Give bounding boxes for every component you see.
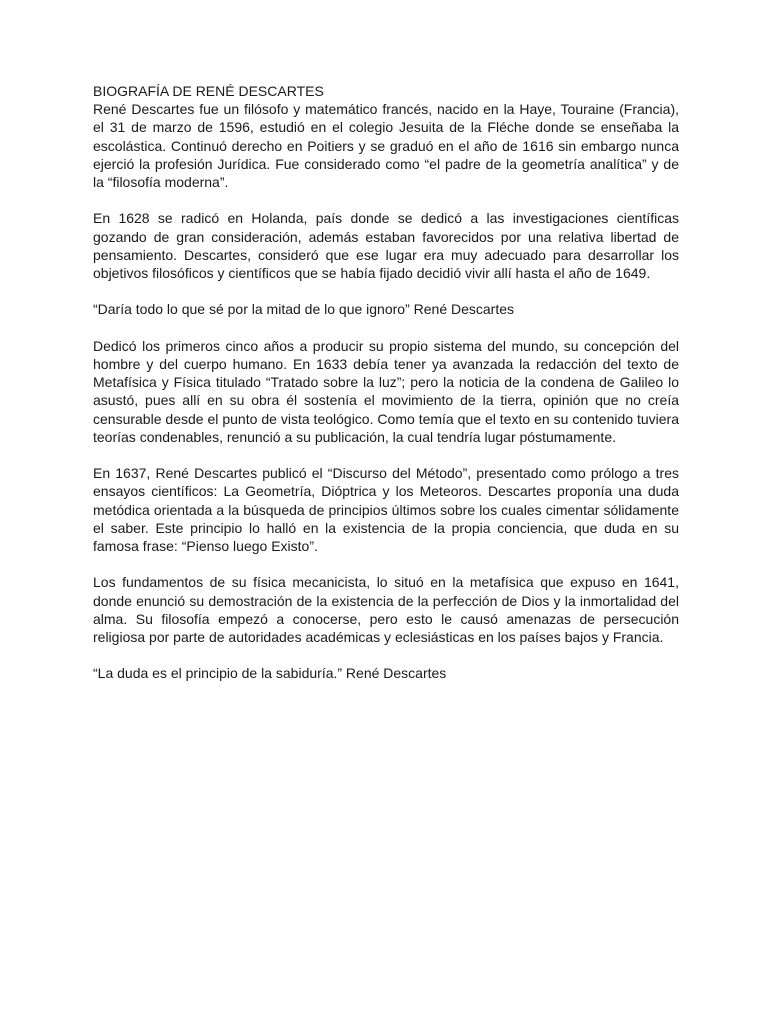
quote-la-duda: “La duda es el principio de la sabiduría.” René Descartes	[93, 665, 447, 682]
paragraph-discurso-del-metodo: En 1637, René Descartes publicó el “Discurso del Método”, presentado como prólogo a tres ensayos científicos: La Geometría, Dióptrica y los Meteoros. Descartes proponía una duda metódica orientada a la búsqueda de principios últimos sobre los cuales cimentar sólidamente el saber. Este principio lo halló en la existencia de la propia conciencia, que duda en su famosa frase: “Pienso luego Existo”.	[93, 465, 679, 555]
document-page	[93, 82, 679, 683]
document-title: BIOGRAFÍA DE RENÉ DESCARTES	[93, 83, 324, 99]
paragraph-sistema-del-mundo: Dedicó los primeros cinco años a producir su propio sistema del mundo, su concepción del hombre y del cuerpo humano. En 1633 debía tener ya avanzada la redacción del texto de Metafísica y Física titulado “Tratado sobre la luz”; pero la noticia de la condena de Galileo lo asustó, pues allí en su obra él sostenía el movimiento de la tierra, opinión que no creía censurable desde el punto de vista teológico. Como temía que el texto en su contenido tuviera teorías condenables, renunció a su publicación, la cual tendría lugar póstumamente.	[93, 337, 679, 445]
paragraph-fundamentos: Los fundamentos de su física mecanicista, lo situó en la metafísica que expuso en 1641, donde enunció su demostración de la existencia de la perfección de Dios y la inmortalidad del alma. Su filosofía empezó a conocerse, pero esto le causó amenazas de persecución religiosa por parte de autoridades académicas y eclesiásticas en los países bajos y Francia.	[93, 574, 679, 646]
quote-daria-todo: “Daría todo lo que sé por la mitad de lo que ignoro” René Descartes	[93, 301, 515, 318]
paragraph-holanda: En 1628 se radicó en Holanda, país donde se dedicó a las investigaciones científicas gozando de gran consideración, además estaban favorecidos por una relativa libertad de pensamiento. Descartes, consideró que ese lugar era muy adecuado para desarrollar los objetivos filosóficos y científicos que se había fijado decidió vivir allí hasta el año de 1649.	[93, 210, 679, 282]
paragraph-intro: René Descartes fue un filósofo y matemático francés, nacido en la Haye, Touraine (Francia), el 31 de marzo de 1596, estudió en el colegio Jesuita de la Fléche donde se enseñaba la escolástica. Continuó derecho en Poitiers y se graduó en el año de 1616 sin embargo nunca ejerció la profesión Jurídica. Fue considerado como “el padre de la geometría analítica” y de la “filosofía moderna”.	[93, 101, 679, 191]
